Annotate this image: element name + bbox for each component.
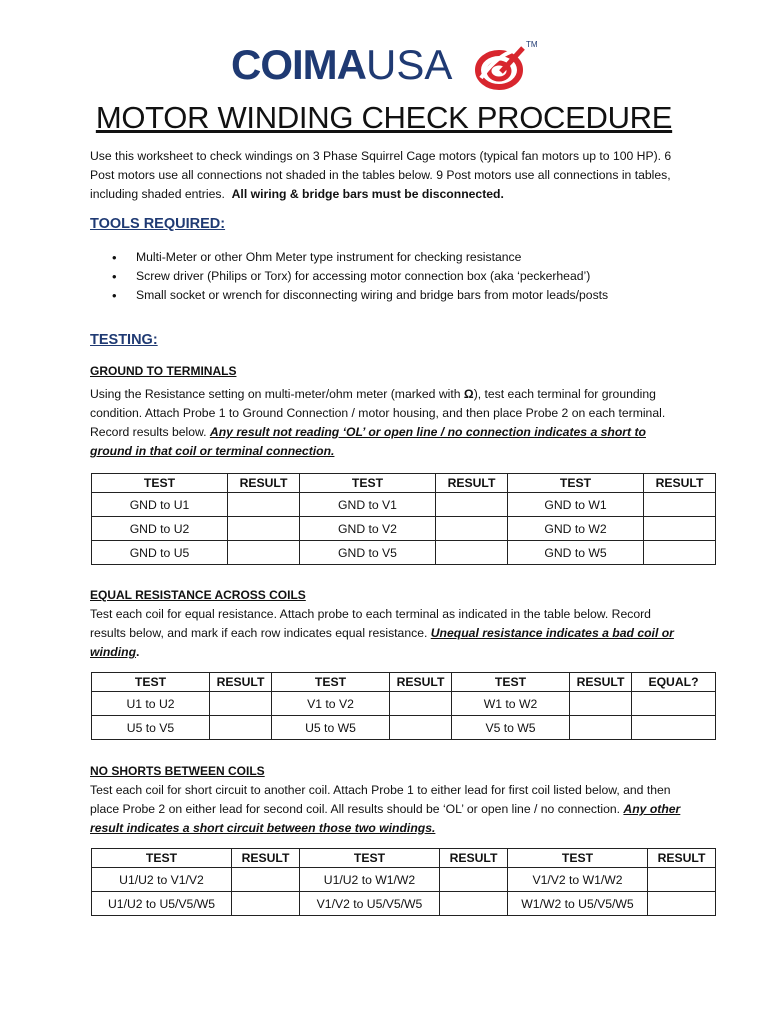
result-cell[interactable]: [644, 541, 716, 565]
result-cell[interactable]: [644, 517, 716, 541]
result-cell[interactable]: [570, 716, 632, 740]
test-cell: U1/U2 to U5/V5/W5: [92, 892, 232, 916]
equal-paragraph: Test each coil for equal resistance. Attach probe to each terminal as indicated in the table below. Record results below, and mark if each row indicates equal resistance. Unequal resistance indicates a bad coil or winding.: [90, 607, 674, 659]
table-header-row: [92, 673, 716, 692]
column-header: RESULT: [644, 474, 716, 493]
result-cell[interactable]: [228, 541, 300, 565]
shorts-paragraph: Test each coil for short circuit to another coil. Attach Probe 1 to either lead for first coil listed below, and then place Probe 2 on either lead for second coil. All results should be ‘OL’ or open line / no connection. Any other result indicates a short circuit between those two windings.: [90, 783, 681, 835]
ohm-symbol: Ω: [463, 387, 474, 401]
result-cell[interactable]: [644, 493, 716, 517]
result-cell[interactable]: [390, 716, 452, 740]
test-cell: W1/W2 to U5/V5/W5: [508, 892, 648, 916]
test-cell: U1/U2 to V1/V2: [92, 868, 232, 892]
result-cell[interactable]: [440, 868, 508, 892]
column-header: RESULT: [436, 474, 508, 493]
result-cell[interactable]: [648, 892, 716, 916]
column-header: TEST: [272, 673, 390, 692]
testing-heading: TESTING:: [90, 332, 158, 348]
test-cell: U1/U2 to W1/W2: [300, 868, 440, 892]
column-header: TEST: [92, 673, 210, 692]
table-row: [92, 716, 716, 740]
result-cell[interactable]: [210, 692, 272, 716]
result-cell[interactable]: [228, 517, 300, 541]
result-cell[interactable]: [210, 716, 272, 740]
column-header: RESULT: [210, 673, 272, 692]
test-cell: GND to W1: [508, 493, 644, 517]
column-header: RESULT: [440, 849, 508, 868]
column-header: RESULT: [390, 673, 452, 692]
test-cell: GND to V1: [300, 493, 436, 517]
shorts-heading: NO SHORTS BETWEEN COILS: [90, 764, 265, 778]
test-cell: GND to W2: [508, 517, 644, 541]
logo-wordmark: COIMAUSA: [231, 41, 453, 88]
column-header: TEST: [300, 849, 440, 868]
result-cell[interactable]: [232, 868, 300, 892]
test-cell: GND to V5: [300, 541, 436, 565]
result-cell[interactable]: [648, 868, 716, 892]
table-row: [92, 868, 716, 892]
column-header: TEST: [508, 474, 644, 493]
page-title: MOTOR WINDING CHECK PROCEDURE: [95, 100, 673, 135]
equal-table: [91, 672, 716, 740]
column-header: TEST: [508, 849, 648, 868]
intro-paragraph: Use this worksheet to check windings on 3 Phase Squirrel Cage motors (typical fan motors up to 100 HP). 6 Post motors use all connections not shaded in the tables below. 9 Post motors use all connections in tables, including shaded entries. All wiring & bridge bars must be disconnected.: [90, 149, 672, 201]
list-item: • Screw driver (Philips or Torx) for accessing motor connection box (aka ‘peckerhead’): [112, 267, 608, 286]
test-cell: V5 to W5: [452, 716, 570, 740]
column-header: TEST: [92, 474, 228, 493]
column-header: TEST: [452, 673, 570, 692]
test-cell: U5 to V5: [92, 716, 210, 740]
list-item: • Small socket or wrench for disconnecting wiring and bridge bars from motor leads/posts: [112, 286, 608, 305]
test-cell: V1 to V2: [272, 692, 390, 716]
ground-paragraph: Using the Resistance setting on multi-meter/ohm meter (marked with Ω), test each terminal for grounding condition. Attach Probe 1 to Ground Connection / motor housing, and then place Probe 2 on each terminal. Record results below. Any result not reading ‘OL’ or open line / no connection indicates a short to ground in that coil or terminal connection.: [90, 387, 666, 458]
table-header-row: [92, 474, 716, 493]
result-cell[interactable]: [570, 692, 632, 716]
test-cell: GND to U5: [92, 541, 228, 565]
test-cell: GND to W5: [508, 541, 644, 565]
column-header: RESULT: [648, 849, 716, 868]
test-cell: V1/V2 to U5/V5/W5: [300, 892, 440, 916]
table-row: [92, 517, 716, 541]
test-cell: GND to U1: [92, 493, 228, 517]
company-logo: [231, 42, 541, 96]
column-header: RESULT: [232, 849, 300, 868]
test-cell: V1/V2 to W1/W2: [508, 868, 648, 892]
test-cell: GND to U2: [92, 517, 228, 541]
table-row: [92, 493, 716, 517]
table-header-row: [92, 849, 716, 868]
column-header: TEST: [92, 849, 232, 868]
test-cell: U5 to W5: [272, 716, 390, 740]
result-cell[interactable]: [232, 892, 300, 916]
equal-cell[interactable]: [632, 692, 716, 716]
column-header: TEST: [300, 474, 436, 493]
result-cell[interactable]: [390, 692, 452, 716]
equal-cell[interactable]: [632, 716, 716, 740]
result-cell[interactable]: [440, 892, 508, 916]
ground-table: [91, 473, 716, 565]
table-row: [92, 892, 716, 916]
test-cell: GND to V2: [300, 517, 436, 541]
equal-heading: EQUAL RESISTANCE ACROSS COILS: [90, 588, 306, 602]
result-cell[interactable]: [436, 541, 508, 565]
column-header: RESULT: [228, 474, 300, 493]
table-row: [92, 692, 716, 716]
logo-swirl-icon: [471, 42, 529, 92]
test-cell: W1 to W2: [452, 692, 570, 716]
column-header: RESULT: [570, 673, 632, 692]
result-cell[interactable]: [436, 493, 508, 517]
list-item: • Multi-Meter or other Ohm Meter type instrument for checking resistance: [112, 248, 608, 267]
trademark-mark: TM: [526, 40, 538, 49]
ground-heading: GROUND TO TERMINALS: [90, 364, 237, 378]
shorts-table: [91, 848, 716, 916]
table-row: [92, 541, 716, 565]
tools-list: [112, 248, 608, 305]
result-cell[interactable]: [228, 493, 300, 517]
result-cell[interactable]: [436, 517, 508, 541]
tools-heading: TOOLS REQUIRED:: [90, 216, 226, 232]
column-header: EQUAL?: [632, 673, 716, 692]
test-cell: U1 to U2: [92, 692, 210, 716]
